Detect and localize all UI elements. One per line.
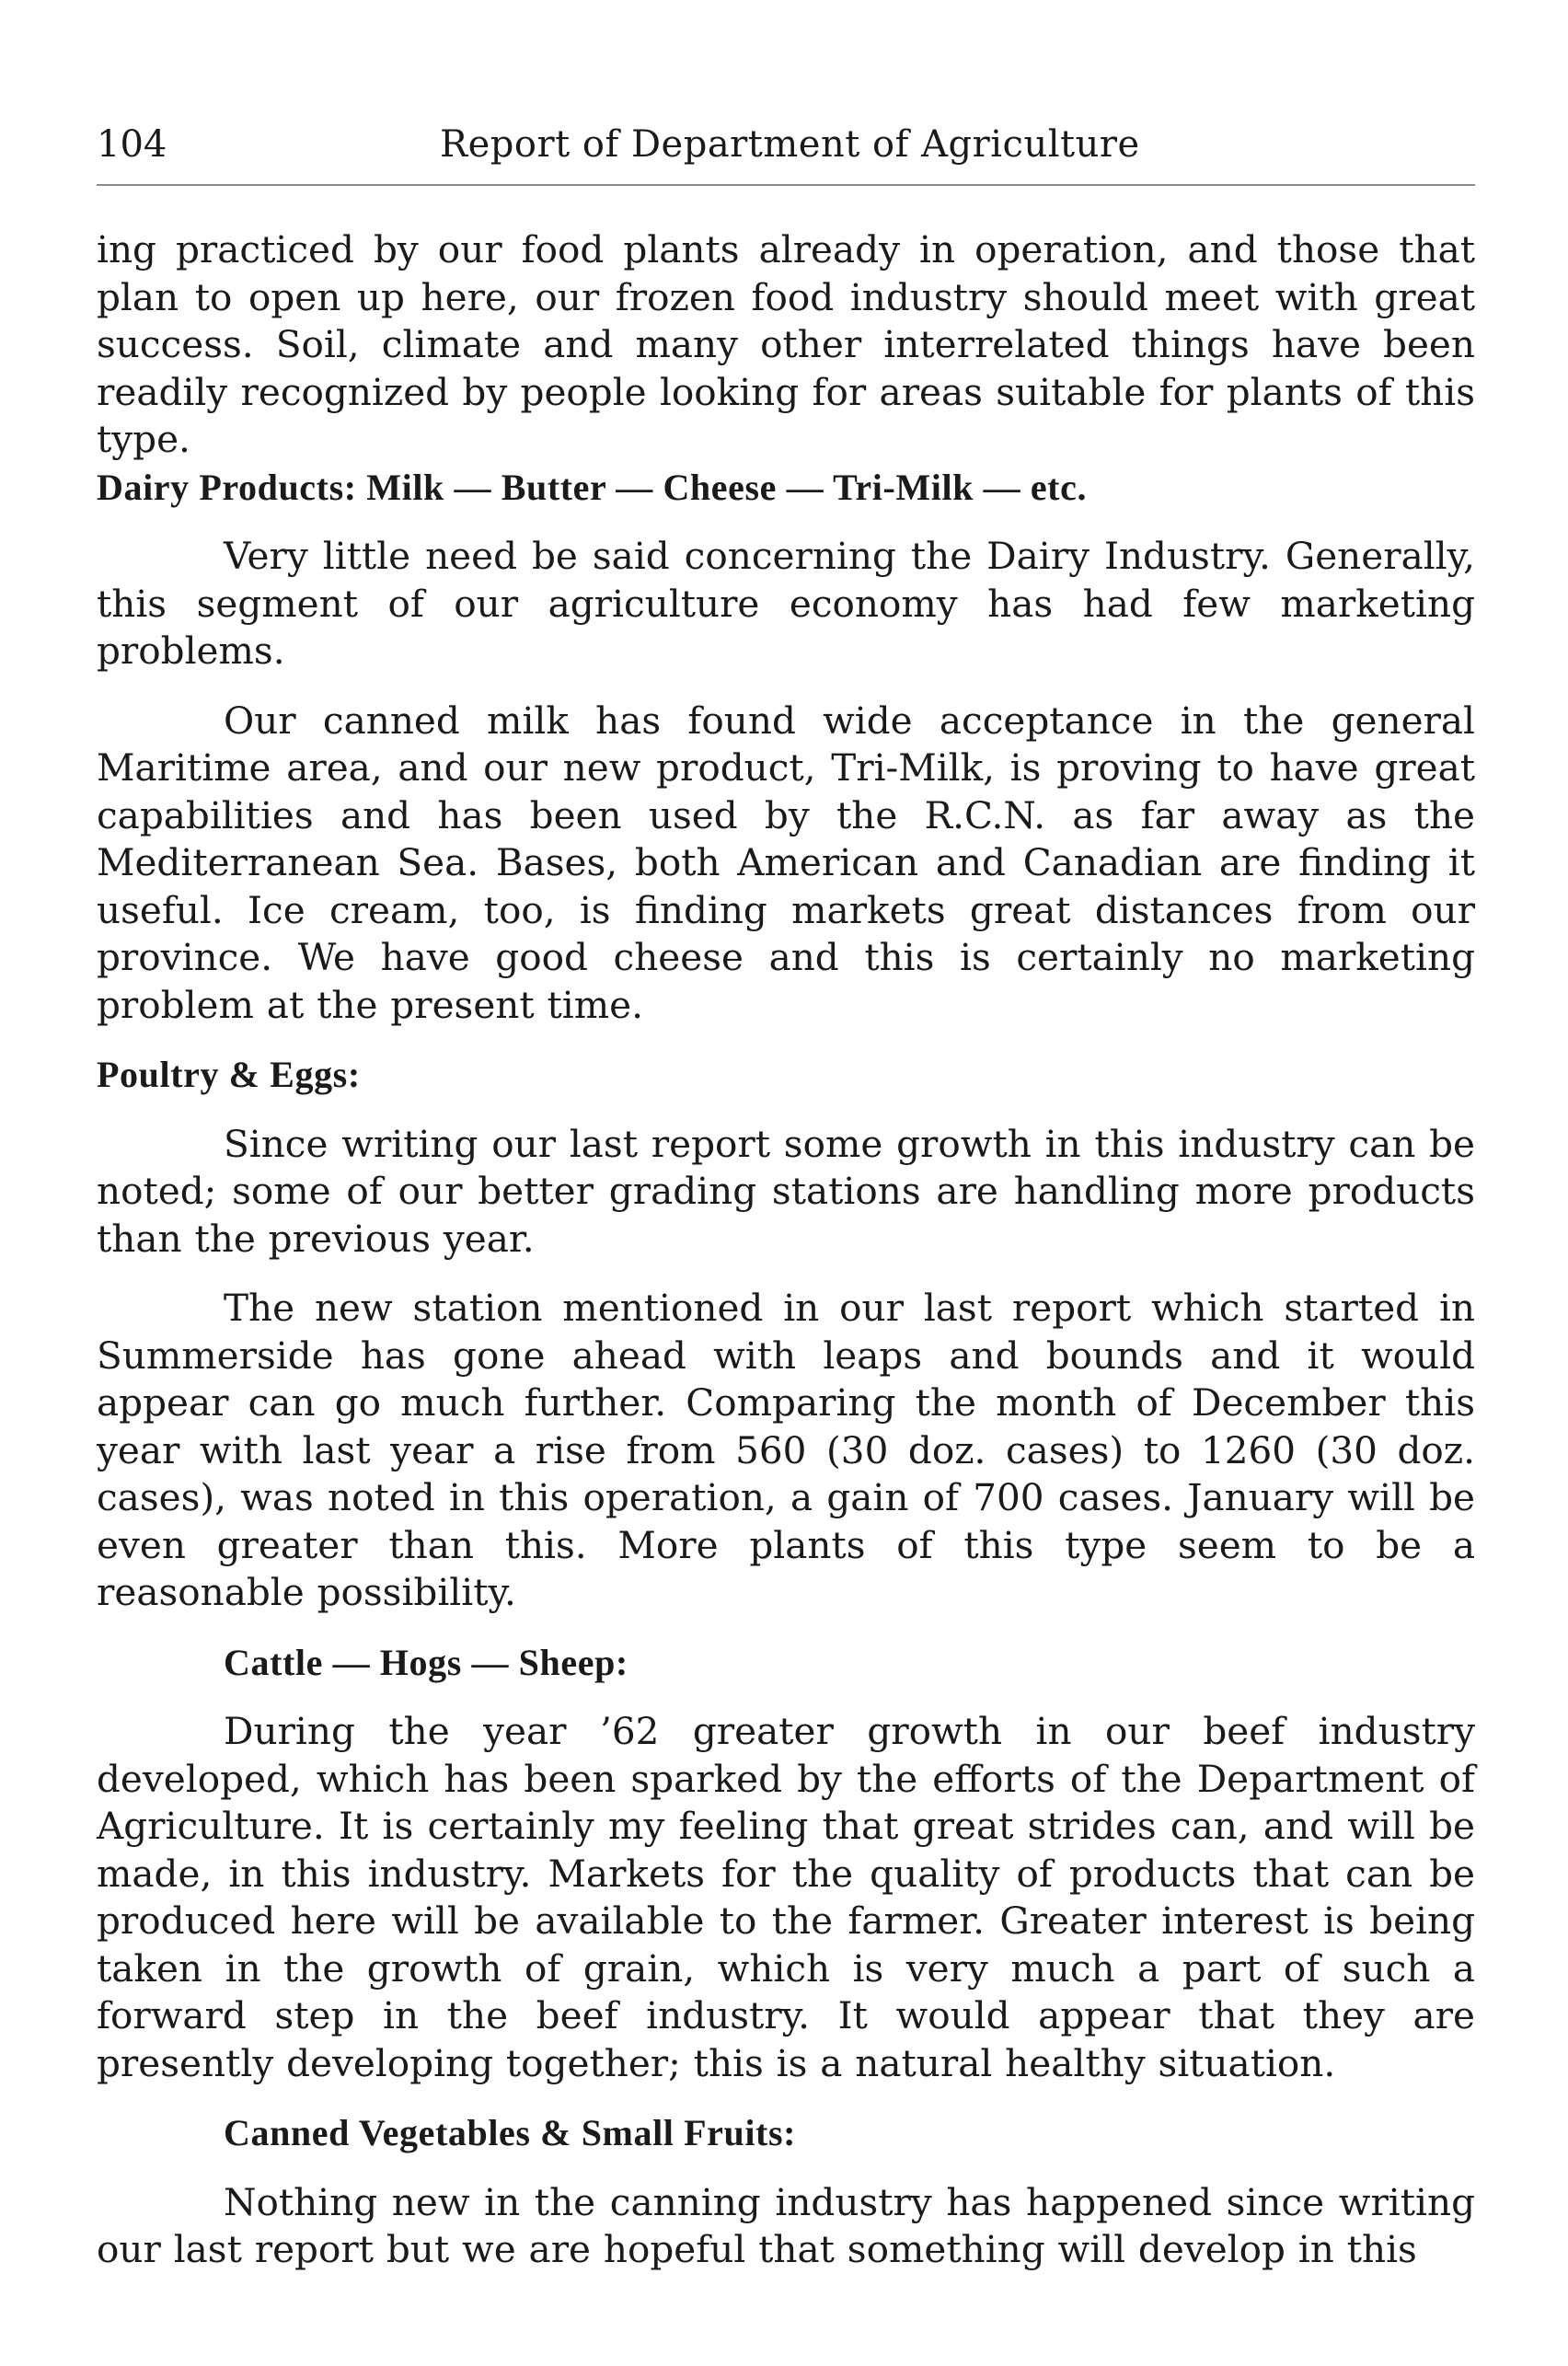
- frozen-food-continuation-paragraph: ing practiced by our food plants already in operation, and those that plan to open up here, our frozen food industry should meet with great success. Soil, climate and many other interrelated things have been readily recognized by people looking for areas suitable for plants of this type.: [97, 227, 1475, 461]
- poultry-eggs-heading: Poultry & Eggs:: [97, 1054, 361, 1095]
- canned-vegetables-heading: Canned Vegetables & Small Fruits:: [224, 2112, 797, 2153]
- poultry-paragraph-2: The new station mentioned in our last report which started in Summerside has gone ahead with leaps and bounds and it would appear can go much further. Comparing the month of December this year with last year a rise from 560 (30 doz. cases) to 1260 (30 doz. cases), was noted in this operation, a gain of 700 cases. January will be even greater than this. More plants of this type seem to be a reasonable possibility.: [97, 1286, 1475, 1614]
- page-number: 104: [97, 123, 167, 166]
- dairy-products-heading: Dairy Products: Milk — Butter — Cheese — Tri-Milk — etc.: [97, 466, 1088, 508]
- canned-paragraph-1: Nothing new in the canning industry has happened since writing our last report but we are hopeful that something will develop in this: [97, 2179, 1475, 2271]
- dairy-paragraph-1: Very little need be said concerning the Dairy Industry. Generally, this segment of our agriculture economy has had few marketing problems.: [97, 534, 1475, 673]
- dairy-paragraph-2: Our canned milk has found wide acceptance in the general Maritime area, and our new product, Tri-Milk, is proving to have great capabilities and has been used by the R.C.N. as far away as the Mediterranean Sea. Bases, both American and Canadian are finding it useful. Ice cream, too, is finding markets great distances from our province. We have good cheese and this is certainly no marketing problem at the present time.: [97, 698, 1475, 1027]
- cattle-hogs-sheep-heading: Cattle — Hogs — Sheep:: [224, 1641, 628, 1683]
- cattle-paragraph-1: During the year ’62 greater growth in our beef industry developed, which has been sparked by the efforts of the Department of Agriculture. It is certainly my feeling that great strides can, and will be made, in this industry. Markets for the quality of products that can be produced here will be available to the farmer. Greater interest is being taken in the growth of grain, which is very much a part of such a forward step in the beef industry. It would appear that they are presently developing together; this is a natural healthy situation.: [97, 1709, 1475, 2085]
- document-page: [97, 110, 1475, 2319]
- running-title: Report of Department of Agriculture: [440, 123, 1140, 166]
- page-header: [97, 110, 1475, 186]
- body-text: [97, 226, 1475, 2274]
- poultry-paragraph-1: Since writing our last report some growth in this industry can be noted; some of our better grading stations are handling more products than the previous year.: [97, 1121, 1475, 1261]
